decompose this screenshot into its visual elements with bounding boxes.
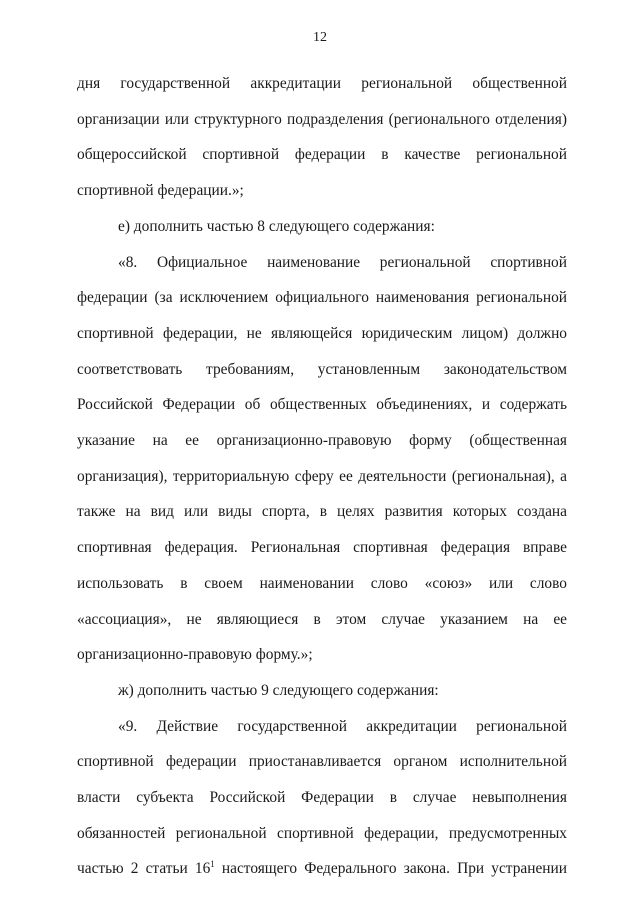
page-number: 12 — [313, 30, 327, 45]
paragraph-part-9-text: «9. Действие государственной аккредитации региональной спортивной федерации приостанавливается органом исполнительной власти субъекта Российской Федерации в случае невыполнения обязанностей региональной спортивной федерации, предусмотренных частью 2 статьи 16 — [77, 717, 567, 878]
document-body — [77, 66, 567, 887]
paragraph-part-9 — [77, 709, 567, 888]
paragraph-part-9-text-end: настоящего Федерального закона. При устранении — [214, 860, 567, 878]
article-superscript: 1 — [210, 859, 215, 870]
paragraph-item-zh: ж) дополнить частью 9 следующего содержания: — [118, 681, 439, 699]
paragraph-item-e: е) дополнить частью 8 следующего содержания: — [118, 217, 435, 235]
paragraph-part-8: «8. Официальное наименование региональной спортивной федерации (за исключением официального наименования региональной спортивной федерации, не являющейся юридическим лицом) должно соответствовать требованиям, установленным законодательством Российской Федерации об общественных объединениях, и содержать указание на ее организационно-правовую форму (общественная организация), территориальную сферу ее деятельности (региональная), а также на вид или виды спорта, в целях развития которых создана спортивная федерация. Региональная спортивная федерация вправе использовать в своем наименовании слово «союз» или слово «ассоциация», не являющиеся в этом случае указанием на ее организационно-правовую форму.»; — [77, 253, 567, 664]
paragraph-continuation: дня государственной аккредитации региональной общественной организации или структурного подразделения (регионального отделения) общероссийской спортивной федерации в качестве региональной спортивной федерации.»; — [77, 75, 567, 200]
